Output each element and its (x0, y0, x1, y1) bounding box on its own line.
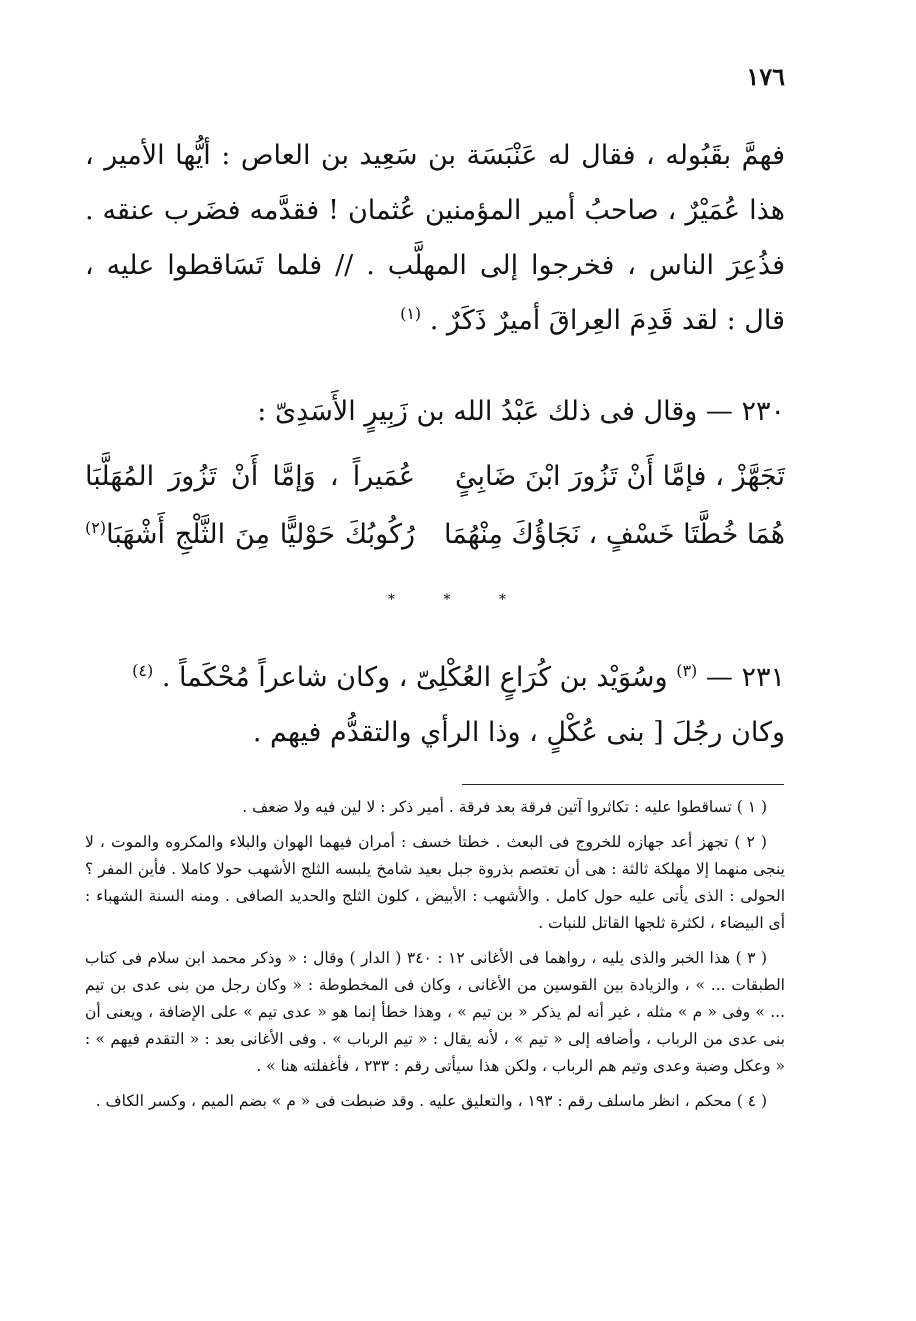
section-separator: * * * (388, 592, 528, 608)
main-paragraph-text: فهمَّ بقَبُوله ، فقال له عَنْبَسَة بن سَعِيد بن العاص : أيُّها الأمير ، هذا عُمَيْرٌ ، صاحبُ أمير المؤمنين عُثمان ! فقدَّمه فضَرب عنقه . فذُعِرَ الناس ، فخرجوا إلى المهلَّب . // فلما تَسَاقطوا عليه ، قال : لقد قَدِمَ العِراقَ أميرٌ ذَكَرٌ . (85, 140, 785, 336)
entry-231-line-2: وكان رجُلَ [ بنى عُكْلٍ ، وذا الرأي والتقدُّم فيهم . (252, 717, 785, 748)
entry-231-line-1 (85, 650, 785, 705)
footnote-4: ( ٤ ) محكم ، انظر ماسلف رقم : ١٩٣ ، والتعليق عليه . وقد ضبطت فى « م » بضم الميم ، وكسر الكاف . (95, 1092, 767, 1110)
footnote-2: ( ٢ ) تجهز أعد جهازه للخروج فى البعث . خطتا خسف : أمران فيهما الهوان والبلاء والمكروه والموت ، لا ينجى منهما إلا مهلكة ثالثة : هى أن تعتصم بذروة جبل بعيد شامخ يلبسه الثلج الأشهب حولا كاملا . فأين المفر ؟ الحولى : الذى يأتى عليه حول كامل . والأشهب : الأبيض ، كلون الثلج والحديد الصافى . ومنه السنة الشهباء : أى البيضاء ، لكثرة ثلجها القاتل للنبات . (85, 833, 785, 932)
verse-line-2 (85, 506, 785, 564)
page-number: ١٧٦ (746, 62, 785, 91)
verse-1-first-hemistich: تَجَهَّزْ ، فإمَّا أَنْ تَزُورَ ابْنَ ضَابِئٍ (455, 461, 785, 492)
entry-230-intro: ٢٣٠ — وقال فى ذلك عَبْدُ الله بن زَبِيرٍ الأَسَدِىّ : (257, 396, 785, 427)
verse-2-first-hemistich: هُمَا خُطَّتَا خَسْفٍ ، نَجَاؤُكَ مِنْهُمَا (444, 519, 785, 550)
entry-231-text: وسُوَيْد بن كُرَاعٍ العُكْلِىّ ، وكان شاعراً مُحْكَماً . (161, 662, 668, 693)
verse-2-second-hemistich-wrap (85, 506, 415, 564)
footnote-rule (462, 784, 784, 785)
verse-1-second-hemistich: عُمَيراً ، وَإمَّا أَنْ تَزُورَ المُهَلَّبَا (85, 461, 415, 492)
main-paragraph (85, 128, 785, 348)
main-paragraph-body (85, 128, 785, 348)
verse-2-second-hemistich: رُكُوبُكَ حَوْليًّا مِنَ الثَّلْجِ أَشْهَبَا (106, 519, 415, 550)
footnote-1: ( ١ ) تساقطوا عليه : تكاثروا آتين فرقة بعد فرقة . أمير ذكر : لا لين فيه ولا ضعف . (242, 798, 767, 816)
poem (85, 448, 785, 564)
footnote-ref-1: (١) (400, 304, 422, 323)
footnote-ref-2: (٢) (85, 518, 107, 537)
entry-231-number: ٢٣١ — (705, 662, 785, 693)
entry-231 (85, 650, 785, 760)
footnote-3: ( ٣ ) هذا الخبر والذى يليه ، رواهما فى الأغانى ١٢ : ٣٤٠ ( الدار ) وقال : « وذكر محمد ابن سلام فى كتاب الطبقات ... » ، والزيادة بين القوسين من الأغانى ، وكان فى المخطوطة : « وكان رجل من بنى عدى بن تيم ... » وفى « م » مثله ، غير أنه لم يذكر « بن تيم » ، وهذا خطأ إنما هو « عدى تيم » على الإضافة ، ويعنى أن بنى عدى من الرباب ، وأضافه إلى « تيم » ، لأنه يقال : « تيم الرباب » . وفى الأغانى بعد : « التقدم فيهم » : « وعكل وضبة وعدى وتيم هم الرباب ، ولكن هذا سيأتى رقم : ٢٣٣ ، فأغفلته هنا » . (85, 949, 785, 1075)
footnote-ref-4: (٤) (132, 661, 154, 680)
verse-line-1 (85, 448, 785, 506)
footnote-ref-3: (٣) (676, 661, 698, 680)
footnotes (85, 794, 785, 1123)
